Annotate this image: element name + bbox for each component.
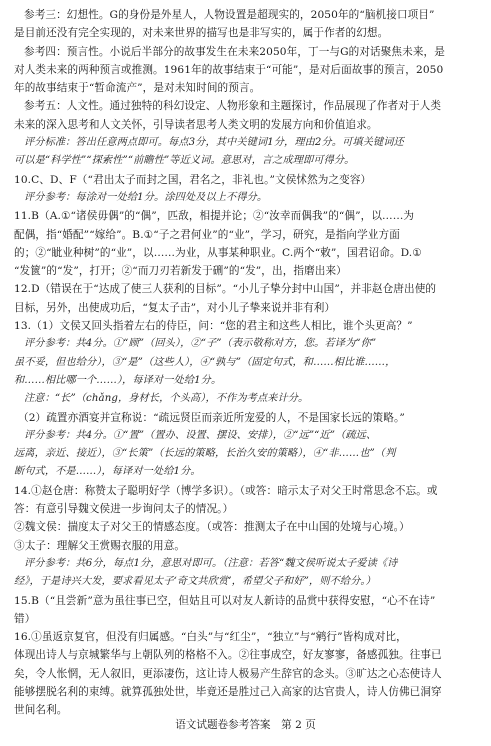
text-line: 远离，亲近、接近），③“长策”（长远的策略，长治久安的策略），④“非……也”（判 <box>14 448 396 460</box>
text-line: “发篋”的“发”，打开；②“而刀刃若新发于硎”的“发”，出，指磨出来） <box>14 265 347 278</box>
text-line: 可以是“科学性”“探索性”“前瞻性”等近义词。意思对，言之成理即可得分。 <box>14 155 355 167</box>
text-line: 经》，于是诗兴大发，要求看见太子‘奇文共欣赏’，希望父子和好”，则不给分。） <box>14 576 376 588</box>
text-line: 参考五：人文性。通过独特的科幻设定、人物形象和主题探讨，作品展现了作者对于人类 <box>24 100 442 113</box>
text-line: 10.C、D、F（“君出太子而封之国，君名之，非礼也。”文侯怵然为之变容） <box>14 173 372 186</box>
text-line: 评分参考：共6分，每点1分，意思对即可。（注意：若答“魏文侯听说太子爱读《诗 <box>24 557 398 569</box>
text-line: ③太子：理解父王赏赐衣服的用意。 <box>14 539 186 552</box>
text-line: 注意：“长”（chǎng，身材长，个头高），不作为考点来计分。 <box>24 393 309 405</box>
text-line: 错） <box>14 612 36 625</box>
text-line: 13.（1）文侯又回头指着左右的侍臣，问：“您的君主和这些人相比，谁个头更高？” <box>14 320 413 333</box>
text-line: 参考三：幻想性。G的身份是外星人，人物设置是超现实的，2050年的“脑机接口项目” <box>24 9 435 21</box>
text-line: 矣，令人怅惘，无人叙旧，更添凄伤，这让诗人极易产生辞官的念头。③旷达之心态使诗人 <box>14 667 442 680</box>
text-line: 是目前还没有完全实现的，对未来世界的描写也是非写实的，属于作者的幻想。 <box>14 27 389 40</box>
text-line: 16.①虽返京复官，但没有归属感。“白头”与“红尘”，“独立”与“鹓行”皆构成对比， <box>14 631 407 644</box>
text-line: 12.D（错误在于“达成了使三人获利的目标”。“小儿子挚分封中山国”，并非赵仓唐出使的 <box>14 283 437 296</box>
text-line: 世间名利。 <box>14 704 68 717</box>
text-line: 目标，另外，出使成功后，“复太子击”，对小儿子挚来说并非有利） <box>14 301 336 314</box>
text-line: 配偶，指“婚配”“嫁给”。B.①“子之君何业”的“业”，学习，研究，是指向学业方面 <box>14 228 400 241</box>
text-line: 评分参考：共4分。①“顾”（回头），②“子”（表示敬称对方，您。若译为“你” <box>24 338 377 350</box>
text-line: 评分参考：每涂对一处给1分。涂四处及以上不得分。 <box>24 191 268 203</box>
page-footer: 语文试题卷参考答案 第 2 页 <box>175 719 316 731</box>
answer-content <box>14 6 477 720</box>
text-line: 11.B（A.①“诸侯毋偶”的“偶”，匹敌，相提并论；②“汝幸而偶我”的“偶”，以……为 <box>14 210 415 223</box>
text-line: 参考四：预言性。小说后半部分的故事发生在未来2050年，丁一与G的对话聚焦未来，是 <box>24 45 445 58</box>
text-line: 断句式，不是……），每译对一处给1分。 <box>14 466 201 478</box>
text-line: 的；②“眦业种树”的“业”，以……为业，从事某种职业。C.两个“敕”，国君诏命。D.① <box>14 246 422 259</box>
text-line: 对人类未来的两种预言或推测。1961年的故事结束于“可能”，是对后面故事的预言，2050 <box>14 63 444 76</box>
text-line: 能够摆脱名利的束缚。就算孤独处世，毕竟还是胜过己入高家的达官贵人，诗人仿佛已洞穿 <box>14 685 442 698</box>
text-line: 虽不妥，但也给分），③“是”（这些人），④“孰与”（固定句式，和……相比谁……， <box>14 356 396 368</box>
text-line: 答：有意引导魏文侯进一步询问太子的情况。） <box>14 503 234 516</box>
text-line: 评分标准：答出任意两点即可。每点3分，其中关键词1分，理由2分。可填关键词还 <box>24 137 404 149</box>
text-line: 14.①赵仓唐：称赞太子聪明好学（博学多识）。（或答：暗示太子对父王时常思念不忘。或 <box>14 484 438 497</box>
text-line: ②魏文侯：揣度太子对父王的情感态度。（或答：推测太子在中山国的处境与心境。） <box>14 521 410 534</box>
text-line: 体现出诗人与京城繁华与上朝队列的格格不入。②往事成空，好友寥寥，备感孤独。往事已 <box>14 649 442 662</box>
text-line: 和……相比哪一个……），每译对一处给1分。 <box>14 374 222 386</box>
text-line: 年的故事结束于“暂命流产”，是对未知时间的预言。 <box>14 82 261 95</box>
text-line: 未来的深入思考和人文关怀，引导读者思考人类文明的发展方向和价值追求。 <box>14 118 378 131</box>
text-line: （2）疏置亦酒宴并宣称说：“疏远贤臣而亲近所宠爱的人，不是国家长远的策略。” <box>18 411 405 424</box>
text-line: 评分参考：共4分。①“置”（置办、设置、摆设、安排），②“远”“近”（疏远、 <box>24 429 377 441</box>
text-line: 15.B（“且尝新”意为虽往事已空，但姑且可以对友人新诗的品赏中获得安慰，“心不在诗” <box>14 594 436 607</box>
